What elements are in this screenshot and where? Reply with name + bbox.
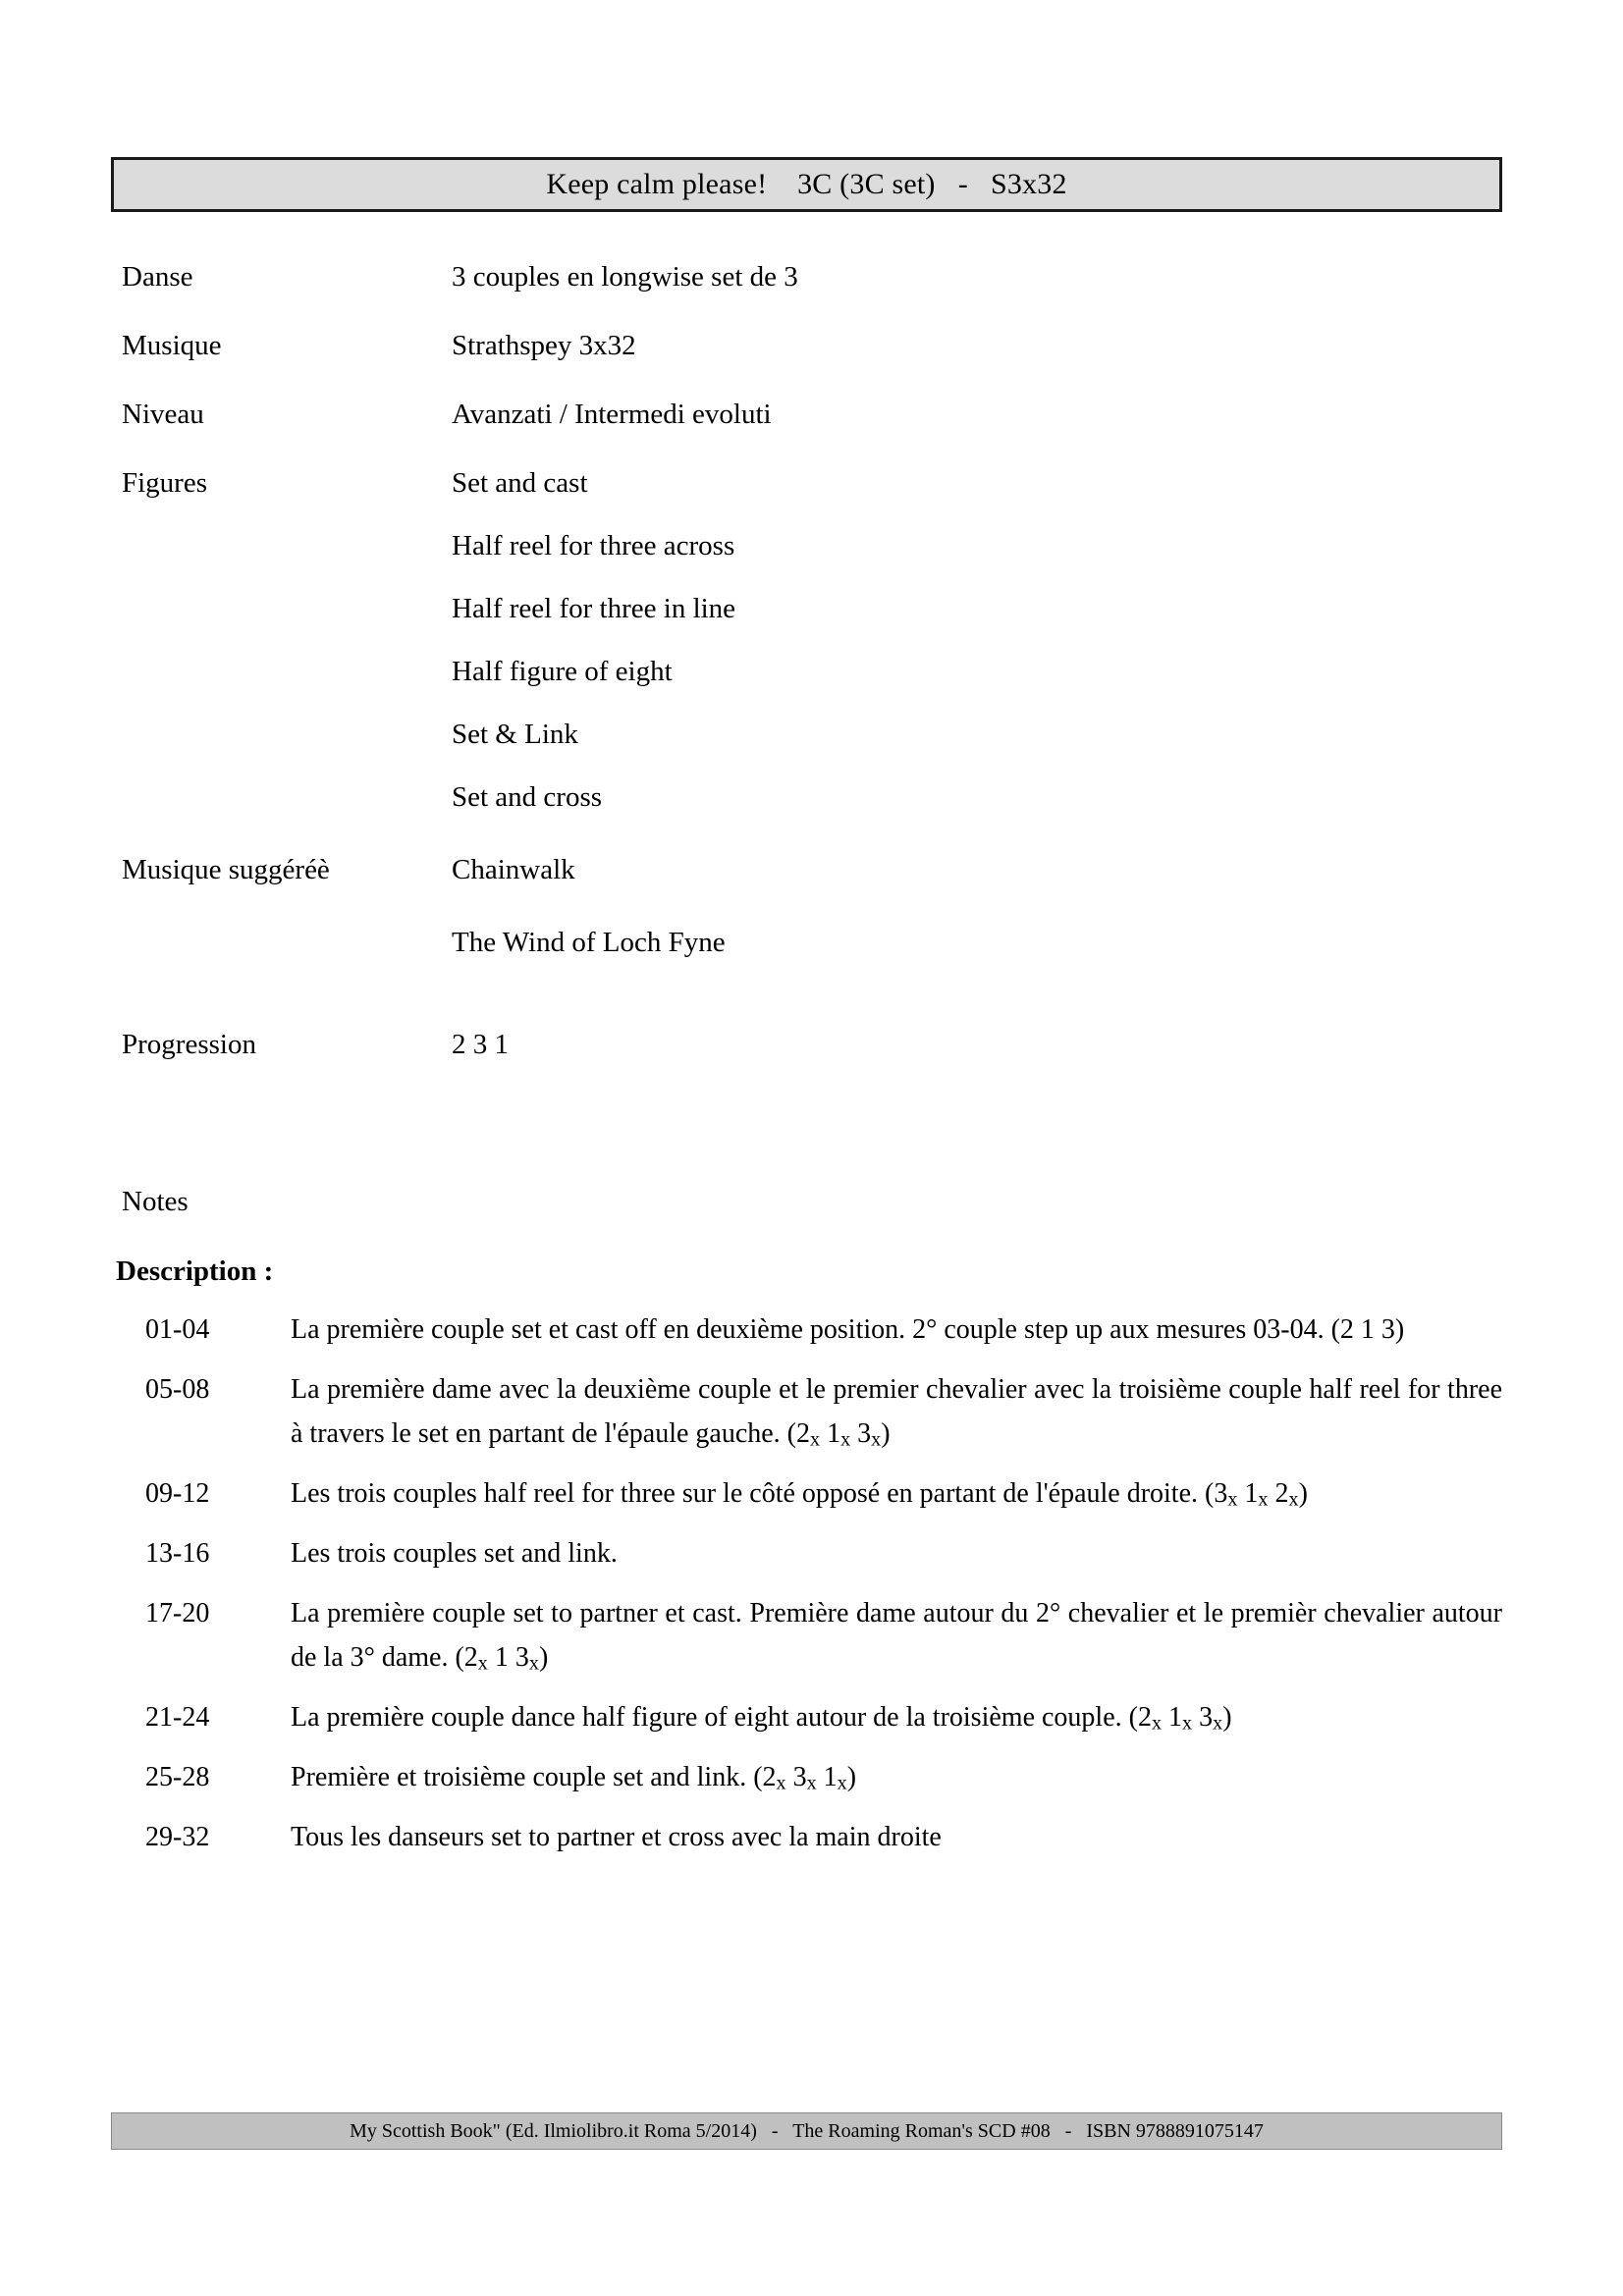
bar-row xyxy=(145,1695,1502,1739)
bar-row xyxy=(145,1815,1502,1859)
bar-description: La première dame avec la deuxième couple et le premier chevalier avec la troisième couple half reel for three à travers le set en partant de l'épaule gauche. ($2_x$ $1_x$ $3_x$) xyxy=(291,1374,1502,1451)
dance-metadata xyxy=(122,257,1506,1090)
metadata-values-niveau xyxy=(452,395,1506,434)
bar-description: La première couple set et cast off en deuxième position. 2° couple step up aux mesures 03-04. (2 1 3) xyxy=(291,1314,1405,1345)
suggested-tune: The Wind of Loch Fyne xyxy=(452,927,726,958)
metadata-value: Avanzati / Intermedi evoluti xyxy=(452,399,772,430)
bar-description: Les trois couples half reel for three sur le côté opposé en partant de l'épaule droite. ($3_x$ $1_x$ $2_x$) xyxy=(291,1478,1308,1511)
suggested-tune: Chainwalk xyxy=(452,854,575,885)
bar-range: 25-28 xyxy=(145,1762,210,1792)
bar-row xyxy=(145,1367,1502,1456)
figure-item: Half reel for three in line xyxy=(452,593,736,624)
bar-row xyxy=(145,1591,1502,1680)
metadata-values-musique-suggeree xyxy=(452,850,1506,995)
bar-range: 29-32 xyxy=(145,1822,210,1852)
metadata-label-danse: Danse xyxy=(122,261,193,293)
source-footer-text: My Scottish Book" (Ed. Ilmiolibro.it Roma 5/2014) - The Roaming Roman's SCD #08 - ISBN 9788891075147 xyxy=(350,2119,1264,2142)
dance-title: Keep calm please! 3C (3C set) - S3x32 xyxy=(546,168,1067,200)
bar-description: Première et troisième couple set and link. ($2_x$ $3_x$ $1_x$) xyxy=(291,1762,857,1794)
metadata-value: 3 couples en longwise set de 3 xyxy=(452,261,798,293)
metadata-value: 2 3 1 xyxy=(452,1029,509,1060)
source-footer-bar xyxy=(111,2112,1502,2150)
description-heading: Description : xyxy=(116,1255,274,1287)
bar-range: 09-12 xyxy=(145,1478,210,1509)
description-bar-list xyxy=(145,1308,1502,1875)
dance-title-banner xyxy=(111,157,1502,212)
bar-range: 17-20 xyxy=(145,1598,210,1629)
figure-item: Half reel for three across xyxy=(452,530,735,561)
bar-row xyxy=(145,1308,1502,1352)
metadata-row-danse xyxy=(122,257,1506,296)
metadata-values-figures xyxy=(452,463,1506,817)
bar-description: La première couple set to partner et cast. Première dame autour du 2° chevalier et le premièr chevalier autour de la 3° dame. ($2_x$ 1 $3_x$) xyxy=(291,1598,1502,1675)
bar-range: 05-08 xyxy=(145,1374,210,1405)
bar-range: 21-24 xyxy=(145,1702,210,1733)
metadata-row-progression xyxy=(122,1025,1506,1064)
bar-description: La première couple dance half figure of eight autour de la troisième couple. ($2_x$ $1_x$ $3_x$) xyxy=(291,1702,1232,1735)
metadata-row-musique-suggeree xyxy=(122,850,1506,995)
metadata-row-figures xyxy=(122,463,1506,817)
metadata-row-musique xyxy=(122,326,1506,365)
metadata-label-musique-suggeree: Musique suggéréè xyxy=(122,854,330,885)
metadata-row-niveau xyxy=(122,395,1506,434)
metadata-label-niveau: Niveau xyxy=(122,399,204,430)
figure-item: Set and cast xyxy=(452,467,588,499)
metadata-values-danse xyxy=(452,257,1506,296)
metadata-value: Strathspey 3x32 xyxy=(452,330,636,361)
bar-description: Les trois couples set and link. xyxy=(291,1538,618,1569)
bar-range: 13-16 xyxy=(145,1538,210,1569)
bar-range: 01-04 xyxy=(145,1314,210,1345)
bar-description: Tous les danseurs set to partner et cross avec la main droite xyxy=(291,1822,942,1852)
metadata-label-progression: Progression xyxy=(122,1029,256,1060)
figure-item: Set and cross xyxy=(452,781,603,813)
metadata-label-figures: Figures xyxy=(122,467,207,499)
figure-item: Set & Link xyxy=(452,719,578,750)
notes-label: Notes xyxy=(122,1186,189,1217)
metadata-label-musique: Musique xyxy=(122,330,222,361)
figure-item: Half figure of eight xyxy=(452,656,673,687)
bar-row xyxy=(145,1755,1502,1799)
metadata-values-musique xyxy=(452,326,1506,365)
bar-row xyxy=(145,1531,1502,1575)
bar-row xyxy=(145,1471,1502,1516)
metadata-values-progression xyxy=(452,1025,1506,1064)
